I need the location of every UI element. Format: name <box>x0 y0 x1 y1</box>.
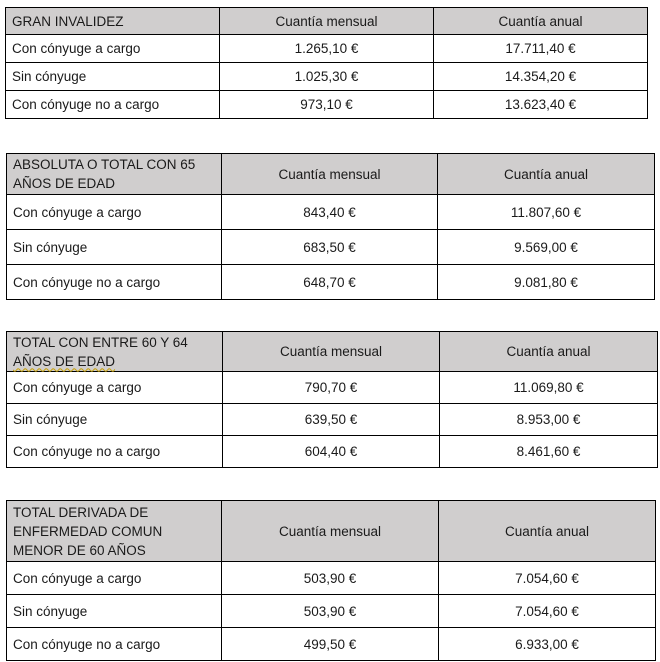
table-title-line: TOTAL DERIVADA DE <box>13 504 149 520</box>
annual-amount: 7.054,60 € <box>439 562 656 595</box>
table-title-line: ABSOLUTA O TOTAL CON 65 <box>13 157 196 172</box>
column-header-annual: Cuantía anual <box>438 154 655 195</box>
annual-amount: 8.953,00 € <box>440 404 658 436</box>
monthly-amount: 639,50 € <box>223 404 440 436</box>
monthly-amount: 683,50 € <box>222 230 438 265</box>
annual-amount: 11.807,60 € <box>438 195 655 230</box>
row-label: Con cónyuge a cargo <box>7 195 222 230</box>
table-header-row <box>6 8 648 35</box>
row-label: Sin cónyuge <box>7 230 222 265</box>
row-label: Sin cónyuge <box>6 63 220 91</box>
table-header-row <box>7 501 656 562</box>
table-header-row <box>7 332 658 372</box>
table-row <box>7 595 656 628</box>
table-row <box>7 436 658 468</box>
table-title <box>7 332 223 372</box>
annual-amount: 7.054,60 € <box>439 595 656 628</box>
annual-amount: 13.623,40 € <box>434 91 648 119</box>
table-title-line: ENFERMEDAD COMUN <box>13 523 163 539</box>
column-header-annual: Cuantía anual <box>434 8 648 35</box>
table-row <box>7 372 658 404</box>
monthly-amount: 973,10 € <box>220 91 434 119</box>
column-header-monthly: Cuantía mensual <box>222 501 439 562</box>
column-header-monthly: Cuantía mensual <box>222 154 438 195</box>
table-absoluta-65 <box>6 153 655 300</box>
table-row <box>7 265 655 300</box>
monthly-amount: 790,70 € <box>223 372 440 404</box>
annual-amount: 14.354,20 € <box>434 63 648 91</box>
row-label: Con cónyuge no a cargo <box>7 436 223 468</box>
row-label: Con cónyuge no a cargo <box>6 91 220 119</box>
row-label: Con cónyuge a cargo <box>7 562 222 595</box>
table-row <box>7 628 656 661</box>
table-title-line: AÑOS DE EDAD <box>13 176 116 191</box>
table-row <box>6 63 648 91</box>
row-label: Sin cónyuge <box>7 595 222 628</box>
table-row <box>7 195 655 230</box>
row-label: Con cónyuge no a cargo <box>7 628 222 661</box>
annual-amount: 17.711,40 € <box>434 35 648 63</box>
annual-amount: 9.081,80 € <box>438 265 655 300</box>
monthly-amount: 503,90 € <box>222 595 439 628</box>
table-total-60-64 <box>6 331 658 468</box>
annual-amount: 8.461,60 € <box>440 436 658 468</box>
row-label: Con cónyuge a cargo <box>6 35 220 63</box>
table-gran-invalidez <box>5 7 648 119</box>
table-title <box>7 501 222 562</box>
table-title <box>7 154 222 195</box>
column-header-annual: Cuantía anual <box>440 332 658 372</box>
monthly-amount: 1.265,10 € <box>220 35 434 63</box>
annual-amount: 11.069,80 € <box>440 372 658 404</box>
column-header-monthly: Cuantía mensual <box>220 8 434 35</box>
monthly-amount: 604,40 € <box>223 436 440 468</box>
table-row <box>6 91 648 119</box>
monthly-amount: 499,50 € <box>222 628 439 661</box>
annual-amount: 9.569,00 € <box>438 230 655 265</box>
table-title-line: TOTAL CON ENTRE 60 Y 64 <box>13 334 188 350</box>
table-row <box>6 35 648 63</box>
column-header-monthly: Cuantía mensual <box>223 332 440 372</box>
table-header-row <box>7 154 655 195</box>
table-row <box>7 562 656 595</box>
table-title-line: AÑOS DE EDAD <box>13 353 116 369</box>
table-title: GRAN INVALIDEZ <box>6 8 220 35</box>
monthly-amount: 843,40 € <box>222 195 438 230</box>
column-header-annual: Cuantía anual <box>439 501 656 562</box>
monthly-amount: 503,90 € <box>222 562 439 595</box>
row-label: Con cónyuge a cargo <box>7 372 223 404</box>
row-label: Con cónyuge no a cargo <box>7 265 222 300</box>
table-row <box>7 230 655 265</box>
monthly-amount: 1.025,30 € <box>220 63 434 91</box>
table-title-line: MENOR DE 60 AÑOS <box>13 542 146 558</box>
monthly-amount: 648,70 € <box>222 265 438 300</box>
row-label: Sin cónyuge <box>7 404 223 436</box>
table-enfermedad-comun <box>6 500 656 661</box>
annual-amount: 6.933,00 € <box>439 628 656 661</box>
table-row <box>7 404 658 436</box>
